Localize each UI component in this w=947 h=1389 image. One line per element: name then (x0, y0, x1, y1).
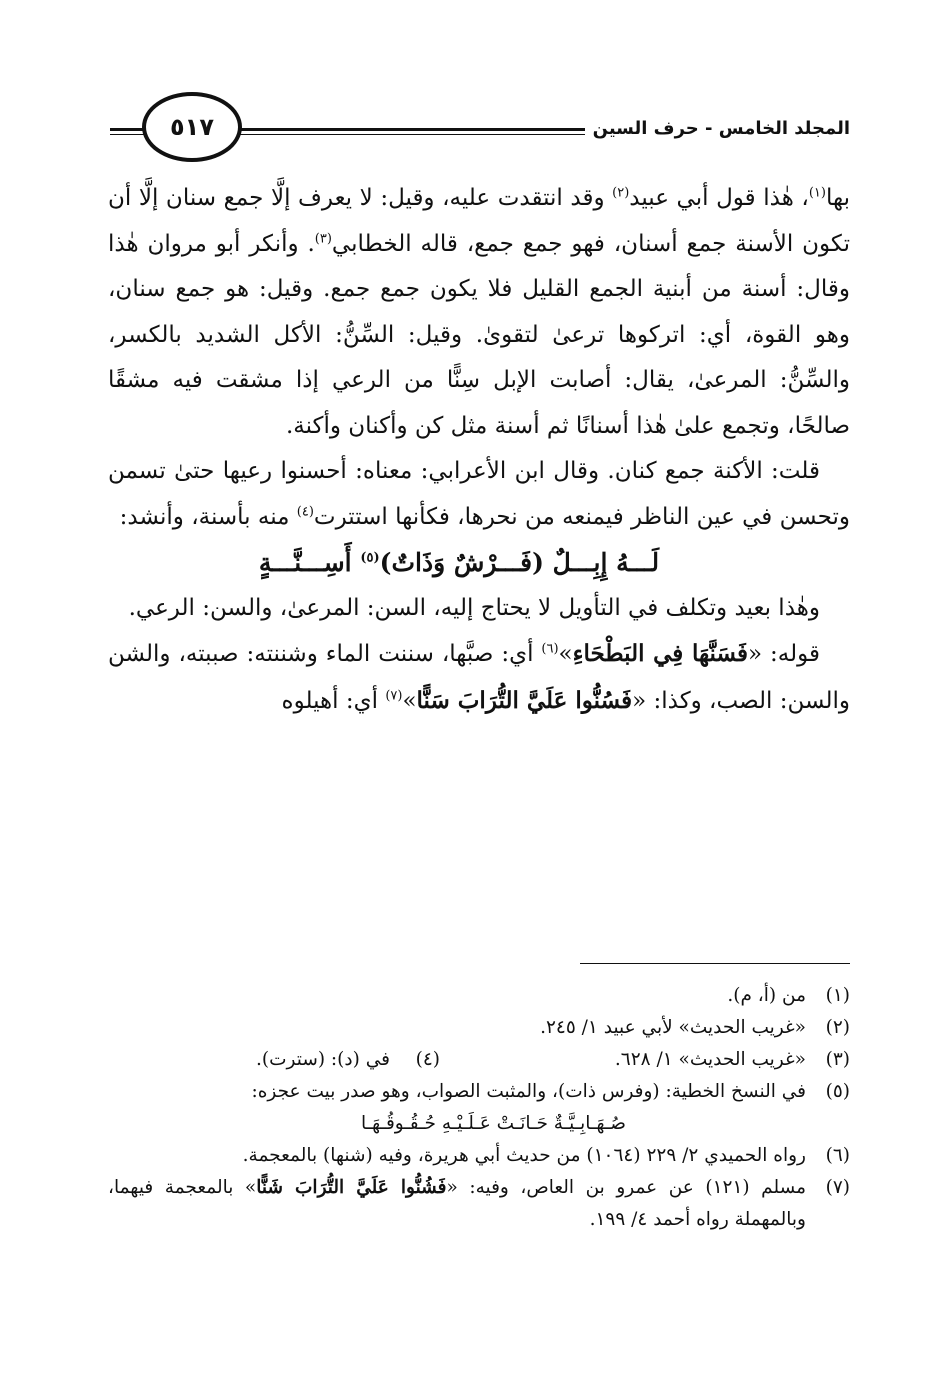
footnote-separator (580, 963, 850, 964)
hadith-quote-2: فَسُنُّوا عَلَيَّ التُّرَابَ سَنًّا (416, 686, 633, 714)
p2-text-b: منه بأسنة، وأنشد: (119, 503, 297, 530)
header-rule-middle-thin (240, 134, 560, 135)
paragraph-2 (108, 449, 850, 540)
footnote-ref-1[interactable]: (١) (808, 185, 826, 201)
p4-text-e: أي: أهيلوه (281, 687, 386, 714)
paragraph-4 (108, 631, 850, 724)
running-header (110, 92, 850, 166)
footnote-text: في النسخ الخطية: (وفرس ذات)، والمثبت الصواب، وهو صدر بيت عجزه: (251, 1081, 806, 1102)
footnote-text-b: » بالمعجمة فيهما، وبالمهملة رواه أحمد ٤/ ١٩٩. (108, 1177, 806, 1230)
footnote-1 (108, 980, 850, 1012)
footnote-verse: صُـهَـابِـيَّـةٌ حَـانَـتْ عَـلَـيْـهِ حُـقُـوقُـهَـا (360, 1113, 626, 1134)
footnote-number: (١) (825, 985, 850, 1006)
footnote-4-text: في (د): (سترت). (256, 1049, 390, 1070)
footnotes (108, 980, 850, 1236)
p4-text-d: » (402, 687, 417, 714)
footnote-3-number: (٣) (825, 1049, 850, 1070)
page-number-oval (142, 92, 242, 162)
p4-text-b: » (558, 641, 573, 667)
footnote-text-a: مسلم (١٢١) عن عمرو بن العاص، وفيه: « (446, 1177, 806, 1198)
header-rule-middle (240, 128, 560, 131)
verse-text-a: لَـــهُ إِبِـــلٌ (فَـــرْشٌ وَذَاتٌ) (379, 548, 660, 577)
paragraph-3: وهٰذا بعيد وتكلف في التأويل لا يحتاج إليه، السن: المرعىٰ، والسن: الرعي. (128, 594, 820, 621)
footnote-ref-5[interactable]: (٥) (360, 550, 380, 566)
footnote-ref-4[interactable]: (٤) (296, 503, 314, 519)
footnote-text: رواه الحميدي ٢/ ٢٢٩ (١٠٦٤) من حديث أبي هريرة، وفيه (شنها) بالمعجمة. (242, 1145, 806, 1166)
header-rule-left-thin (110, 134, 146, 135)
footnote-ref-2[interactable]: (٢) (612, 185, 630, 201)
footnote-number: (٧) (825, 1177, 850, 1198)
footnote-hadith-quote: فَشُنُّوا عَلَيَّ التُّرَابَ شَنًّا (256, 1177, 447, 1198)
main-text (108, 176, 850, 724)
header-rule-left (110, 128, 146, 131)
footnote-text: من (أ، م). (727, 985, 806, 1006)
header-title: المجلد الخامس - حرف السين (585, 118, 850, 139)
p2-text-a: قلت: الأكنة جمع كنان. وقال ابن الأعرابي: معناه: أحسنوا رعيها حتىٰ تسمن وتحسن في عين الناظر فيمنعه من نحرها، فكأنها استترت (108, 458, 850, 530)
page-number: ٥١٧ (170, 113, 214, 141)
footnote-2 (108, 1012, 850, 1044)
p1-text-d: . وأنكر أبو مروان هٰذا وقال: أسنة من أبنية الجمع القليل فلا يكون جمع جمع. وقيل: هو جمع سنان، وهو القوة، أي: اتركوها ترعىٰ لتقوىٰ. وقيل: السِّنُّ: الأكل الشديد بالكسر، والسِّنُّ: المرعىٰ، يقال: أصابت الإبل سِنًّا من الرعي إذا مشقت فيه مشقًا صالحًا، وتجمع علىٰ هٰذا أسنانًا ثم أسنة مثل كن وأكنان وأكنة. (108, 230, 850, 439)
footnote-number: (٢) (825, 1017, 850, 1038)
poetry-verse (108, 540, 850, 586)
footnote-ref-3[interactable]: (٣) (314, 230, 332, 246)
hadith-quote-1: فَسَنَّهَا فِي البَطْحَاءِ (572, 640, 749, 667)
footnote-3-text: «غريب الحديث» ١/ ٦٢٨. (614, 1049, 806, 1070)
verse-text-b: أَسِـــنَّـــةٍ (258, 548, 361, 577)
footnote-6 (108, 1140, 850, 1172)
paragraph-1 (108, 176, 850, 449)
footnote-4-number: (٤) (415, 1049, 440, 1070)
footnote-5 (108, 1076, 850, 1140)
p4-text-c: أي: صبَّها، سننت الماء وشننته: صببته، والشن والسن: الصب، وكذا: « (108, 641, 850, 714)
footnote-text: «غريب الحديث» لأبي عبيد ١/ ٢٤٥. (540, 1017, 806, 1038)
p1-text-b: ، هٰذا قول أبي عبيد (629, 185, 809, 211)
p1-text-a: بها (825, 185, 850, 211)
footnote-number: (٦) (825, 1145, 850, 1166)
footnote-number: (٥) (825, 1081, 850, 1102)
p4-text-a: قوله: « (748, 641, 820, 667)
p1-text-c: وقد انتقدت عليه، وقيل: لا يعرف إلَّا جمع سنان إلَّا أن تكون الأسنة جمع أسنان، فهو جمع جمع، قاله الخطابي (108, 185, 850, 257)
footnote-ref-7[interactable]: (٧) (385, 687, 403, 703)
footnote-row-3-4 (108, 1044, 850, 1076)
footnote-ref-6[interactable]: (٦) (541, 641, 559, 657)
footnote-7 (108, 1172, 850, 1236)
